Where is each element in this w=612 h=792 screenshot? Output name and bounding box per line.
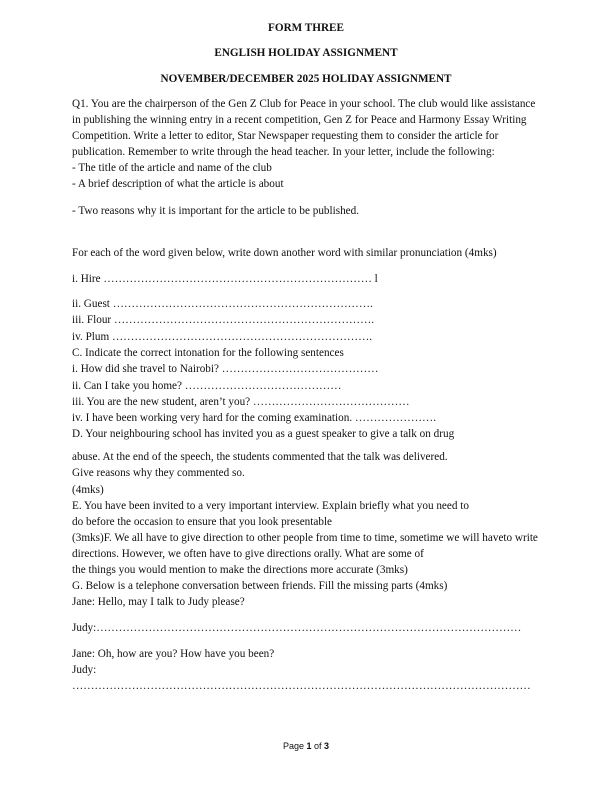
assignment-title: NOVEMBER/DECEMBER 2025 HOLIDAY ASSIGNMENT: [160, 73, 452, 85]
text-line: i. How did she travel to Nairobi? ……………………………………: [72, 363, 379, 375]
text-line: iii. Flour …………………………………………………………….: [72, 314, 375, 326]
text-line: do before the occasion to ensure that you look presentable: [72, 516, 333, 528]
page-label: Page: [282, 741, 304, 751]
text-line: directions. However, we often have to give directions orally. What are some of: [72, 548, 424, 560]
text-line: Judy:: [72, 664, 97, 676]
text-line: Give reasons why they commented so.: [72, 467, 245, 479]
text-line: For each of the word given below, write down another word with similar pronunciation (4mks): [72, 247, 497, 259]
text-line: i. Hire ……………………………………………………………… l: [72, 273, 378, 285]
text-line: Jane: Hello, may I talk to Judy please?: [72, 596, 245, 608]
text-line: abuse. At the end of the speech, the students commented that the talk was delivered.: [72, 451, 448, 463]
text-line: (4mks): [72, 484, 104, 496]
text-line: Judy:……………………………………………………………………………………………………: [72, 622, 522, 634]
text-line: E. You have been invited to a very important interview. Explain briefly what you need to: [72, 500, 469, 512]
text-line: G. Below is a telephone conversation between friends. Fill the missing parts (4mks): [72, 580, 448, 592]
text-line: iv. Plum …………………………………………………………….: [72, 331, 373, 343]
text-line: D. Your neighbouring school has invited you as a guest speaker to give a talk on drug: [72, 428, 455, 440]
text-line: - The title of the article and name of the club: [72, 162, 272, 174]
text-line: in publishing the winning entry in a recent competition, Gen Z for Peace and Harmony Essay Writing: [72, 114, 527, 126]
text-line: ……………………………………………………………………………………………………………: [72, 680, 531, 692]
text-line: - A brief description of what the article is about: [72, 178, 284, 190]
subject-heading: ENGLISH HOLIDAY ASSIGNMENT: [214, 47, 398, 59]
text-line: (3mks)F. We all have to give direction to other people from time to time, sometime we will haveto write: [72, 532, 538, 544]
text-line: the things you would mention to make the directions more accurate (3mks): [72, 564, 408, 576]
text-line: ii. Guest …………………………………………………………….: [72, 298, 373, 310]
page-footer: [0, 741, 612, 751]
current-page: 1: [306, 741, 312, 751]
text-line: iii. You are the new student, aren’t you? ……………………………………: [72, 396, 410, 408]
text-line: Jane: Oh, how are you? How have you been?: [72, 648, 275, 660]
of-label: of: [314, 741, 322, 751]
text-line: Competition. Write a letter to editor, Star Newspaper requesting them to consider the article for: [72, 130, 499, 142]
text-line: - Two reasons why it is important for the article to be published.: [72, 205, 360, 217]
text-line: C. Indicate the correct intonation for the following sentences: [72, 347, 344, 359]
form-heading: FORM THREE: [268, 22, 344, 34]
text-line: ii. Can I take you home? ……………………………………: [72, 380, 342, 392]
text-line: Q1. You are the chairperson of the Gen Z Club for Peace in your school. The club would like assistance: [72, 98, 536, 110]
total-pages: 3: [324, 741, 330, 751]
text-line: publication. Remember to write through the head teacher. In your letter, include the following:: [72, 146, 495, 158]
text-line: iv. I have been working very hard for the coming examination. ………………….: [72, 412, 437, 424]
